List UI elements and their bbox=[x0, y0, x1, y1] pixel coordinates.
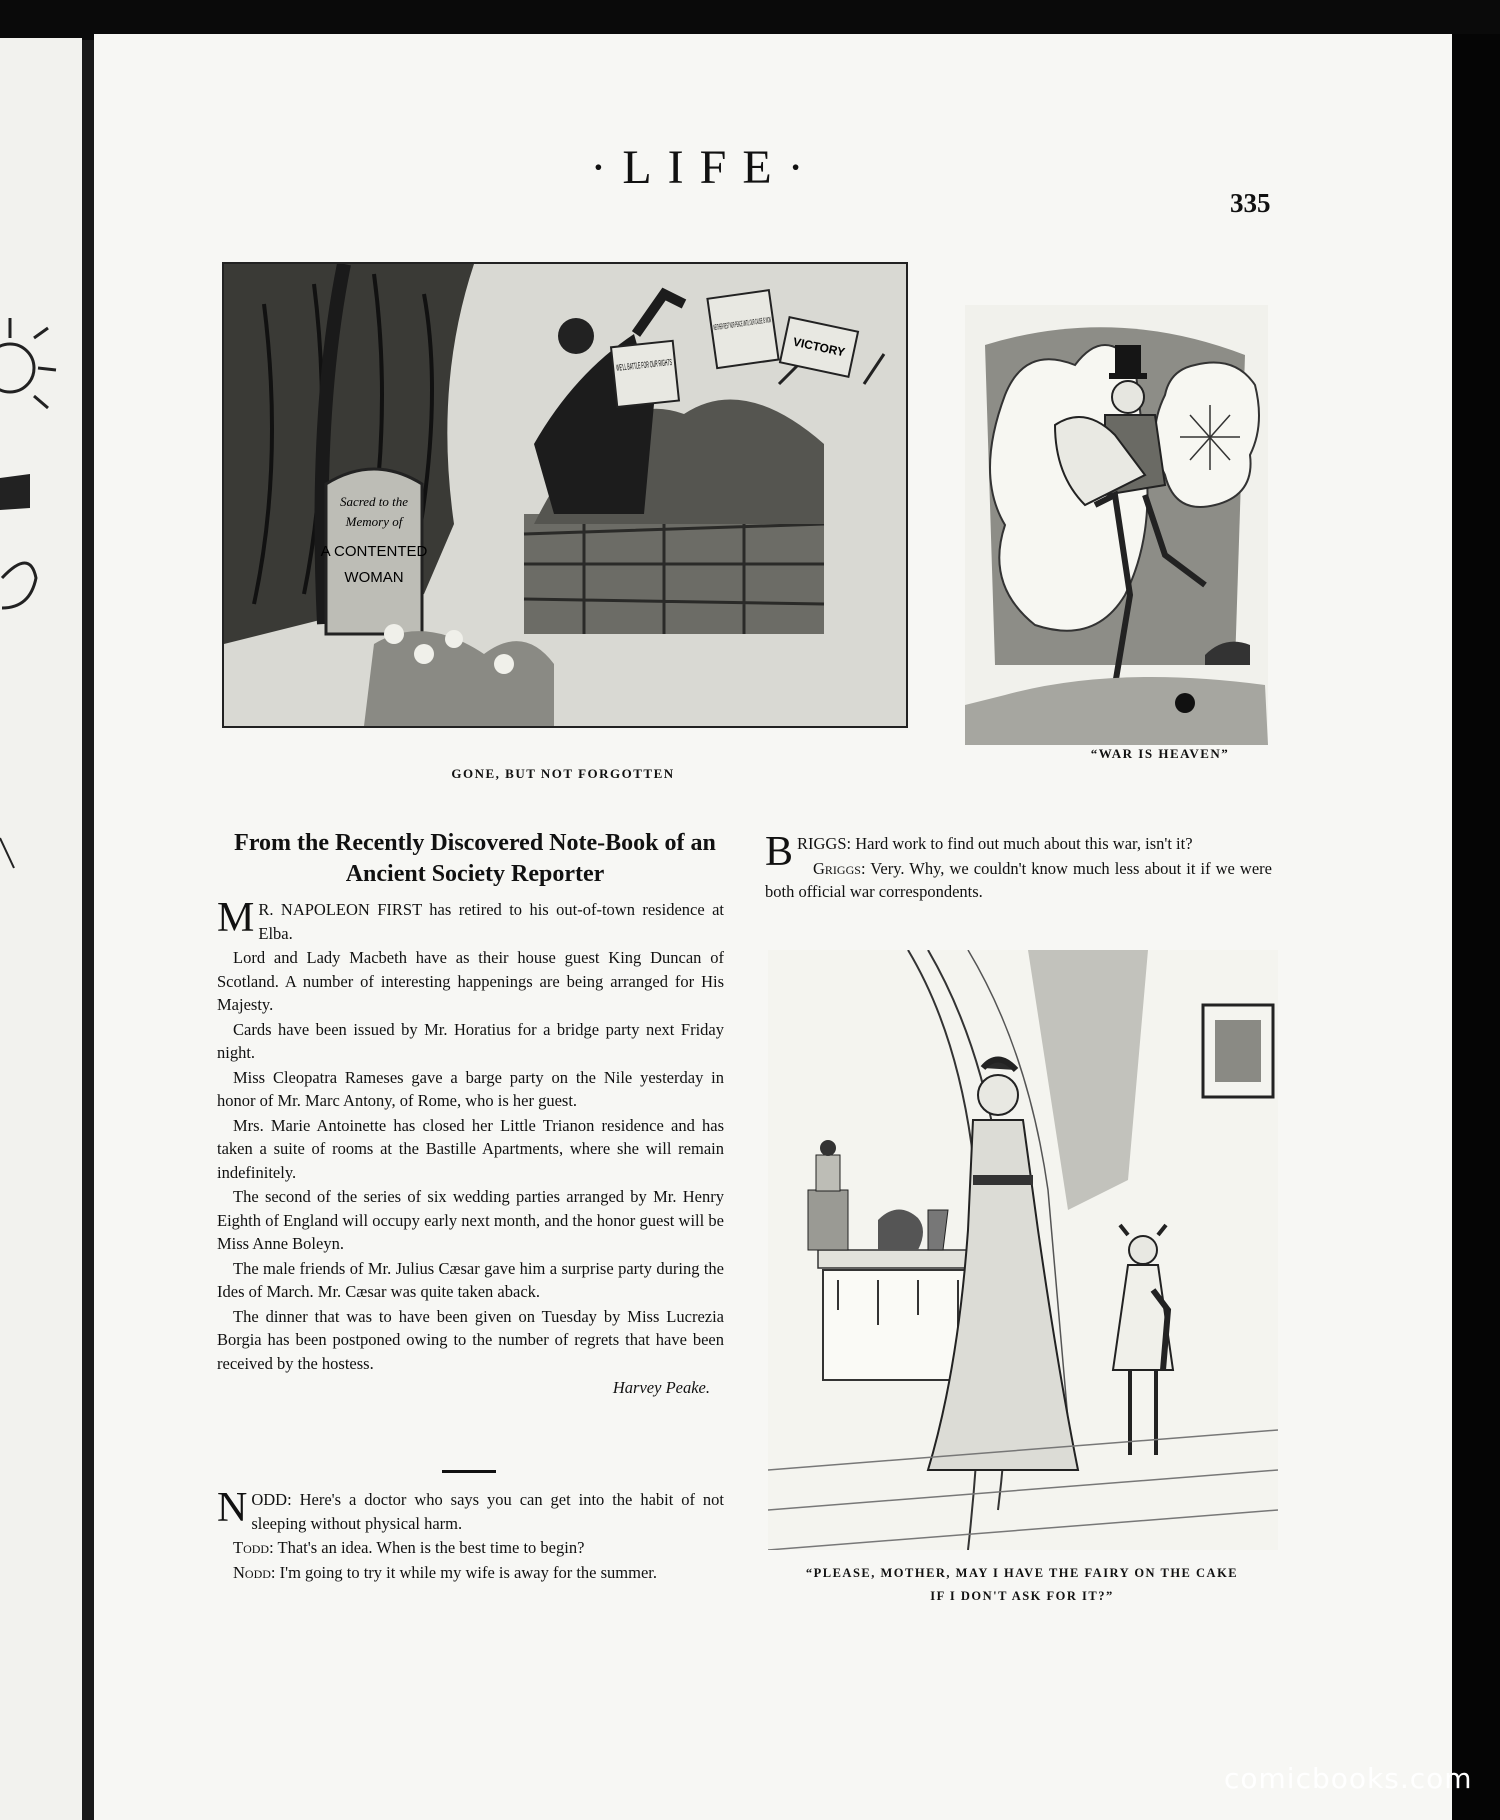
joke-nodd-line-3 bbox=[217, 1561, 724, 1585]
joke-nodd-text-3: : I'm going to try it while my wife is away for the summer. bbox=[270, 1562, 657, 1582]
page-number: 335 bbox=[1230, 188, 1271, 218]
joke-nodd-line-1 bbox=[217, 1485, 724, 1535]
speaker-griggs: Griggs bbox=[813, 858, 861, 878]
article-paragraph-4: Miss Cleopatra Rameses gave a barge party on the Nile yesterday in honor of Mr. Marc Antony, of Rome, who is her guest. bbox=[217, 1067, 724, 1110]
joke-briggs-griggs bbox=[765, 829, 1272, 905]
article-paragraph-2: Lord and Lady Macbeth have as their house guest King Duncan of Scotland. A number of interesting happenings are being arranged for His Majesty. bbox=[217, 948, 724, 1014]
drop-cap-m: M bbox=[217, 895, 255, 941]
caption-fairy-on-the-cake bbox=[762, 1562, 1282, 1608]
drop-cap-b: B bbox=[765, 829, 794, 875]
section-divider bbox=[442, 1470, 496, 1473]
joke-nodd-text-1: : Here's a doctor who says you can get into the habit of not sleeping without physical harm. bbox=[251, 1490, 724, 1533]
article-paragraph-5: Mrs. Marie Antoinette has closed her Little Trianon residence and has taken a suite of rooms at the Bastille Apartments, where she will remain indefinitely. bbox=[217, 1115, 724, 1182]
article-title bbox=[215, 828, 735, 890]
tombstone-line-1: Sacred to the bbox=[339, 494, 409, 509]
banner-victory: VICTORY bbox=[791, 334, 847, 360]
book-spine bbox=[82, 40, 94, 1820]
illustration-war-is-heaven bbox=[965, 305, 1268, 745]
drop-cap-n: N bbox=[217, 1485, 248, 1531]
caption-fairy-line-1: “PLEASE, MOTHER, MAY I HAVE THE FAIRY ON THE CAKE bbox=[805, 1566, 1239, 1580]
tombstone-line-4: WOMAN bbox=[344, 569, 404, 586]
scan-border bbox=[1452, 34, 1500, 1820]
caption-gone-but-not-forgotten: GONE, BUT NOT FORGOTTEN bbox=[451, 766, 675, 781]
joke-briggs-text-1: : Hard work to find out much about this war, isn't it? bbox=[846, 834, 1193, 853]
speaker-nodd: ODD bbox=[251, 1490, 288, 1509]
article-paragraph-6: The second of the series of six wedding parties arranged by Mr. Henry Eighth of England will occupy early next month, and the honor guest will be Miss Anne Boleyn. bbox=[217, 1187, 724, 1253]
article-title-line-1: From the Recently Discovered Note-Book of an bbox=[234, 830, 716, 856]
article-paragraph-8: The dinner that was to have been given on Tuesday by Miss Lucrezia Borgia has been postponed owing to the number of regrets that have been received by the hostess. bbox=[217, 1306, 724, 1373]
illustration-gone-but-not-forgotten bbox=[222, 262, 908, 728]
article-paragraph-1 bbox=[217, 895, 724, 945]
joke-nodd-line-2 bbox=[217, 1536, 724, 1560]
tombstone-line-3: A CONTENTED bbox=[320, 543, 428, 560]
caption-fairy-line-2: IF I DON'T ASK FOR IT?” bbox=[930, 1589, 1114, 1603]
joke-briggs-text-2: : Very. Why, we couldn't know much less about it if we were both official war correspondents. bbox=[765, 858, 1272, 901]
speaker-todd: Todd bbox=[233, 1538, 270, 1557]
facing-page-drawings bbox=[0, 278, 80, 878]
watermark: comicbooks.com bbox=[1224, 1762, 1473, 1795]
article-paragraph-3: Cards have been issued by Mr. Horatius for a bridge party next Friday night. bbox=[217, 1019, 724, 1062]
article-body bbox=[217, 895, 724, 1400]
article-title-line-2: Ancient Society Reporter bbox=[345, 861, 605, 887]
illustration-fairy-on-the-cake bbox=[768, 950, 1278, 1550]
joke-briggs-line-2 bbox=[765, 857, 1272, 904]
article-paragraph-1-text: R. NAPOLEON FIRST has retired to his out-of-town residence at Elba. bbox=[258, 900, 724, 943]
facing-page-edge bbox=[0, 38, 82, 1820]
speaker-nodd-2: Nodd bbox=[233, 1562, 271, 1582]
tombstone-line-2: Memory of bbox=[345, 514, 403, 529]
joke-nodd-todd bbox=[217, 1485, 724, 1585]
speaker-briggs: RIGGS bbox=[797, 834, 847, 853]
caption-war-is-heaven: “WAR IS HEAVEN” bbox=[1090, 746, 1230, 761]
masthead: ·LIFE· bbox=[590, 141, 820, 194]
article-signature: Harvey Peake. bbox=[612, 1378, 710, 1397]
article-paragraph-7: The male friends of Mr. Julius Cæsar gave him a surprise party during the Ides of March. Mr. Cæsar was quite taken aback. bbox=[217, 1258, 724, 1301]
joke-nodd-text-2: : That's an idea. When is the best time to begin? bbox=[269, 1538, 585, 1557]
